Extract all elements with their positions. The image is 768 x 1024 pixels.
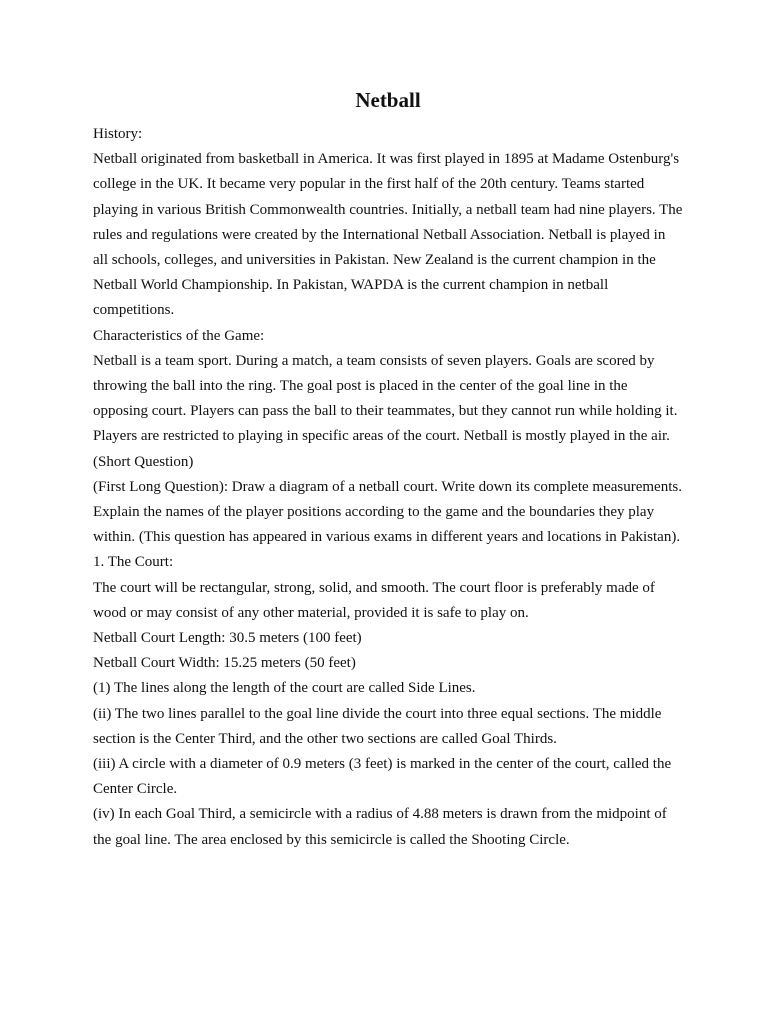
history-paragraph: Netball originated from basketball in America. It was first played in 1895 at Madame Ostenburg's college in the UK. It became very popular in the first half of the 20th century. Teams started playing in various British Commonwealth countries. Initially, a netball team had nine players. The rules and regulations were created by the International Netball Association. Netball is played in all schools, colleges, and universities in Pakistan. New Zealand is the current champion in the Netball World Championship. In Pakistan, WAPDA is the current champion in netball competitions. <box>93 151 683 319</box>
court-rule-shooting-circle: (iv) In each Goal Third, a semicircle with a radius of 4.88 meters is drawn from the midpoint of the goal line. The area enclosed by this semicircle is called the Shooting Circle. <box>93 806 667 848</box>
court-rule-center-circle: (iii) A circle with a diameter of 0.9 meters (3 feet) is marked in the center of the court, called the Center Circle. <box>93 756 672 798</box>
characteristics-heading: Characteristics of the Game: <box>93 327 265 344</box>
court-paragraph: The court will be rectangular, strong, solid, and smooth. The court floor is preferably made of wood or may consist of any other material, provided it is safe to play on. <box>93 579 655 621</box>
characteristics-paragraph: Netball is a team sport. During a match, a team consists of seven players. Goals are scored by throwing the ball into the ring. The goal post is placed in the center of the goal line in the opposing court. Players can pass the ball to their teammates, but they cannot run while holding it. Players are restricted to playing in specific areas of the court. Netball is mostly played in the air. <box>93 352 678 445</box>
history-heading: History: <box>93 126 143 142</box>
short-question-label: (Short Question) <box>93 453 194 470</box>
document-page <box>93 86 683 853</box>
court-length: Netball Court Length: 30.5 meters (100 feet) <box>93 630 362 647</box>
court-rule-thirds: (ii) The two lines parallel to the goal line divide the court into three equal sections. The middle section is the Center Third, and the other two sections are called Goal Thirds. <box>93 705 662 747</box>
court-heading: 1. The Court: <box>93 554 174 571</box>
court-width: Netball Court Width: 15.25 meters (50 feet) <box>93 655 356 672</box>
court-rule-side-lines: (1) The lines along the length of the court are called Side Lines. <box>93 680 476 697</box>
page-title: Netball <box>355 88 421 112</box>
long-question-paragraph: (First Long Question): Draw a diagram of a netball court. Write down its complete measurements. Explain the names of the player positions according to the game and the boundaries they play within. (This question has appeared in various exams in different years and locations in Pakistan). <box>93 478 682 546</box>
